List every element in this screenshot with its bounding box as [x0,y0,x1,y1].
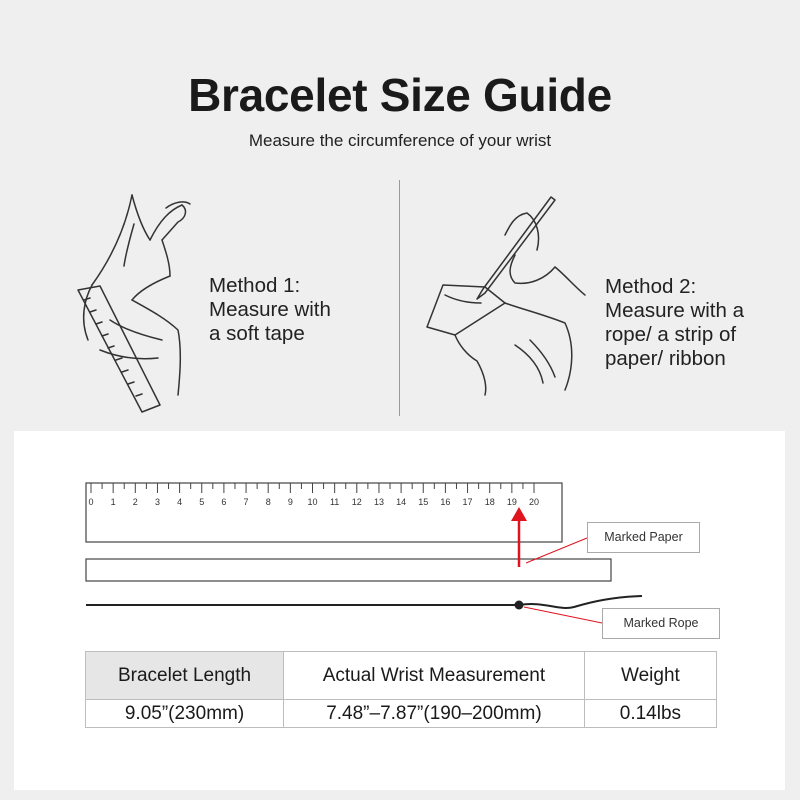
hand-rope-pen-illustration [415,195,590,405]
ruler-tick-label: 15 [418,497,429,507]
methods-divider [399,180,400,416]
ruler-tick-label: 19 [506,497,517,507]
method-1-text [209,274,331,346]
method-1-line: a soft tape [209,322,305,345]
method-2-line: Measure with a [605,299,745,322]
header-weight: Weight [584,652,716,700]
marked-paper-strip [86,559,611,581]
ruler-tick-label: 2 [132,497,138,507]
method-2-text [605,275,744,371]
ruler-tick-label: 0 [88,497,94,507]
ruler-tick-label: 4 [177,497,183,507]
ruler-tick-label: 12 [351,497,362,507]
marked-rope [86,596,642,608]
method-2-line: paper/ ribbon [605,347,726,370]
rope-leader-line [524,607,602,623]
cell-bracelet-length: 9.05”(230mm) [86,700,284,728]
ruler-tick-label: 17 [462,497,473,507]
ruler-tick-label: 13 [373,497,384,507]
measurement-panel [14,431,785,790]
ruler-tick-label: 6 [221,497,227,507]
hand-soft-tape-illustration [70,190,200,415]
ruler-ticks [91,483,534,493]
rope-mark-dot [515,601,524,610]
size-table [85,651,717,728]
table-row [86,700,717,728]
method-2-line: Method 2: [605,275,697,298]
ruler-tick-label: 7 [243,497,249,507]
header-bracelet-length: Bracelet Length [86,652,284,700]
ruler-tick-label: 10 [307,497,318,507]
page-title: Bracelet Size Guide [188,69,612,121]
ruler-labels [88,497,539,507]
method-1-line: Method 1: [209,274,301,297]
ruler-tick-label: 1 [110,497,116,507]
ruler-tick-label: 9 [287,497,293,507]
cell-weight: 0.14lbs [584,700,716,728]
marked-rope-label: Marked Rope [602,608,720,639]
cell-wrist-measurement: 7.48”–7.87”(190–200mm) [284,700,585,728]
ruler-tick-label: 14 [396,497,407,507]
header-wrist-measurement: Actual Wrist Measurement [284,652,585,700]
page-subtitle: Measure the circumference of your wrist [248,131,552,150]
marked-paper-label: Marked Paper [587,522,700,553]
ruler-tick-label: 16 [440,497,451,507]
table-header-row [86,652,717,700]
ruler-tick-label: 3 [154,497,160,507]
ruler-tick-label: 5 [199,497,205,507]
ruler-tick-label: 18 [484,497,495,507]
ruler-tick-label: 11 [329,497,340,507]
method-1-line: Measure with [209,298,331,321]
ruler-tick-label: 8 [265,497,271,507]
ruler-tick-label: 20 [528,497,540,507]
method-2-line: rope/ a strip of [605,323,737,346]
